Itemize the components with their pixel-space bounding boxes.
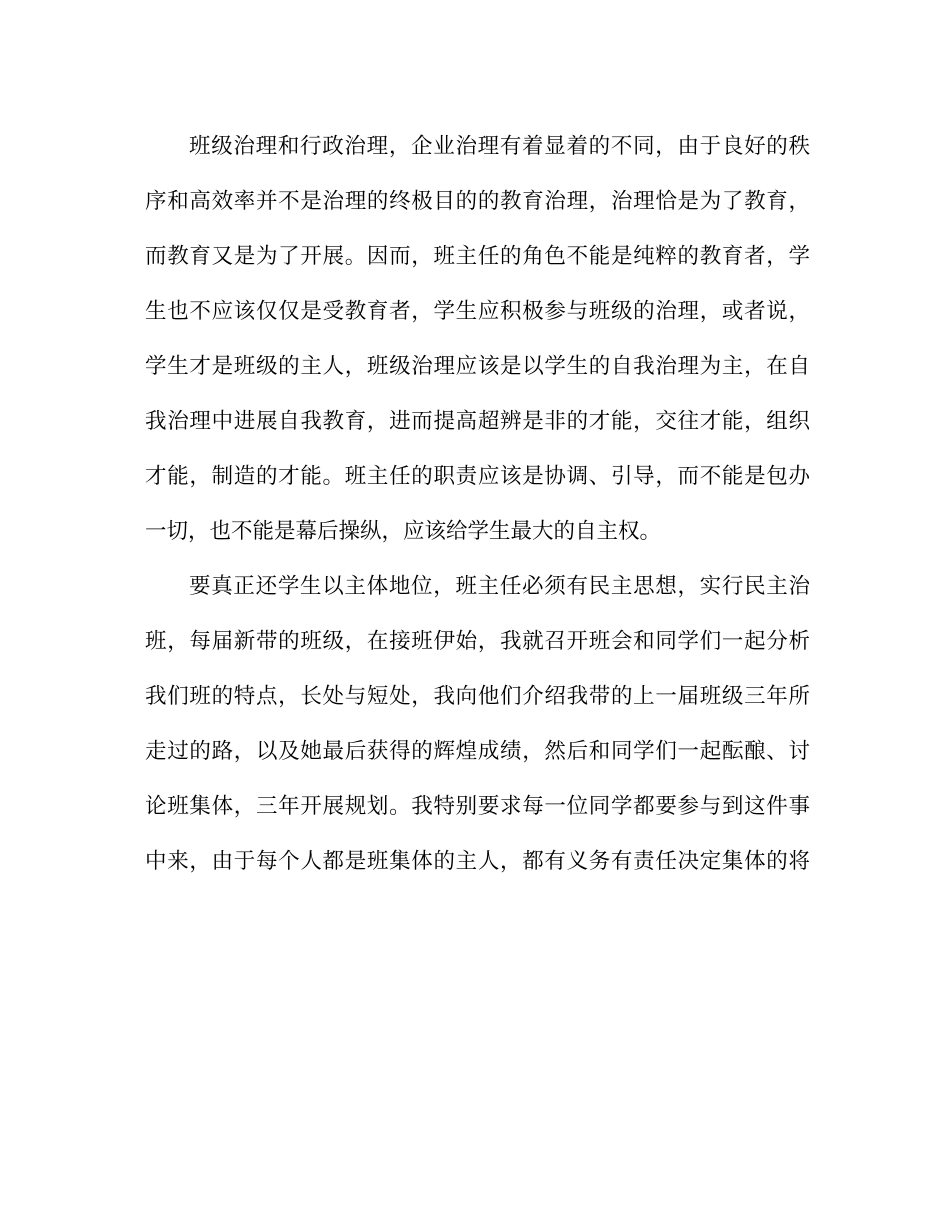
paragraph-1 — [145, 119, 810, 559]
text-line: 生也不应该仅仅是受教育者，学生应积极参与班级的治理，或者说， — [145, 299, 810, 324]
text-line: 序和高效率并不是治理的终极目的的教育治理，治理恰是为了教育， — [145, 189, 810, 214]
text-line: 论班集体，三年开展规划。我特别要求每一位同学都要参与到这件事 — [145, 794, 810, 819]
body-text — [145, 119, 810, 889]
paragraph-2 — [145, 559, 810, 889]
text-line: 班，每届新带的班级，在接班伊始，我就召开班会和同学们一起分析 — [145, 629, 810, 654]
text-line: 要真正还学生以主体地位，班主任必须有民主思想，实行民主治 — [189, 574, 810, 599]
text-line: 学生才是班级的主人，班级治理应该是以学生的自我治理为主，在自 — [145, 354, 810, 379]
text-line: 班级治理和行政治理，企业治理有着显着的不同，由于良好的秩 — [189, 134, 810, 159]
text-line: 我们班的特点，长处与短处，我向他们介绍我带的上一届班级三年所 — [145, 684, 810, 709]
text-line: 而教育又是为了开展。因而，班主任的角色不能是纯粹的教育者，学 — [145, 244, 810, 269]
text-line: 一切，也不能是幕后操纵，应该给学生最大的自主权。 — [145, 519, 662, 544]
text-line: 中来，由于每个人都是班集体的主人，都有义务有责任决定集体的将 — [145, 849, 810, 874]
text-line: 才能，制造的才能。班主任的职责应该是协调、引导，而不能是包办 — [145, 464, 810, 489]
text-line: 我治理中进展自我教育，进而提高超辨是非的才能，交往才能，组织 — [145, 409, 810, 434]
text-line: 走过的路，以及她最后获得的辉煌成绩，然后和同学们一起酝酿、讨 — [145, 739, 810, 764]
